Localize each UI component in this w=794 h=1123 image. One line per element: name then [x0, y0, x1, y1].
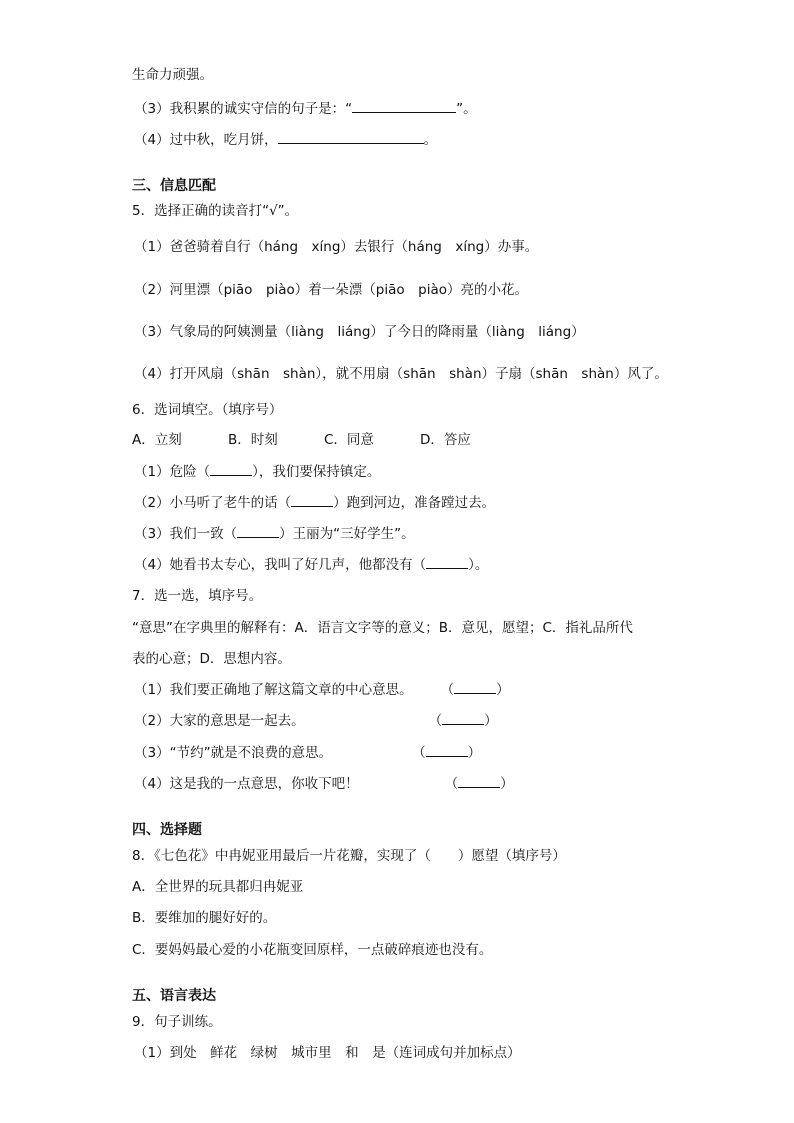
q7-item-4: （4）这是我的一点意思，你收下吧！ （ ）: [134, 776, 514, 792]
answer-blank[interactable]: [210, 463, 252, 476]
answer-blank[interactable]: [352, 100, 456, 113]
q8-option-b: B．要维加的腿好好的。: [132, 910, 277, 926]
q6-option-c: C．同意: [324, 432, 374, 448]
q6-item-2: （2）小马听了老牛的话（ ）跑到河边，准备蹚过去。: [134, 495, 496, 511]
fill-item-4: （4）过中秋，吃月饼， 。: [134, 132, 438, 148]
q7-item-1: （1）我们要正确地了解这篇文章的中心意思。 （ ）: [134, 682, 510, 698]
q6-option-a: A．立刻: [132, 432, 182, 448]
q7-item-2: （2）大家的意思是一起去。 （ ）: [134, 713, 498, 729]
section-4-title: 四、选择题: [132, 822, 202, 838]
q7-item-3: （3）“节约”就是不浪费的意思。 （ ）: [134, 745, 482, 761]
q6-options: [132, 431, 471, 449]
q6-item-4: （4）她看书太专心，我叫了好几声，他都没有（ ）。: [134, 557, 489, 573]
q5-item-2: （2）河里漂（piāo piào）着一朵漂（piāo piào）亮的小花。: [134, 282, 528, 298]
q8-option-c: C．要妈妈最心爱的小花瓶变回原样，一点破碎痕迹也没有。: [132, 942, 493, 958]
q9-prompt: 9．句子训练。: [132, 1014, 222, 1030]
q5-item-3: （3）气象局的阿姨测量（liàng liáng）了今日的降雨量（liàng liáng）: [134, 324, 585, 340]
fill-item-3: （3）我积累的诚实守信的句子是：“ ”。: [134, 101, 477, 117]
section-3-title: 三、信息匹配: [132, 178, 216, 194]
q9-item-1: （1）到处 鲜花 绿树 城市里 和 是（连词成句并加标点）: [134, 1045, 521, 1061]
answer-blank[interactable]: [426, 744, 468, 757]
q5-prompt: 5．选择正确的读音打“√”。: [132, 203, 299, 219]
q7-desc-line-2: 表的心意；D．思想内容。: [132, 651, 291, 667]
answer-blank[interactable]: [442, 712, 484, 725]
q8-prompt: 8．《七色花》中冉妮亚用最后一片花瓣，实现了（ ）愿望（填序号）: [132, 848, 566, 864]
answer-blank[interactable]: [278, 131, 424, 144]
q6-item-1: （1）危险（ ），我们要保持镇定。: [134, 464, 381, 480]
q6-item-3: （3）我们一致（ ）王丽为“三好学生”。: [134, 526, 415, 542]
continuation-text: 生命力顽强。: [132, 67, 213, 83]
q7-desc-line-1: “意思”在字典里的解释有：A．语言文字等的意义；B．意见，愿望；C．指礼品所代: [132, 620, 633, 636]
section-5-title: 五、语言表达: [132, 988, 216, 1004]
answer-blank[interactable]: [458, 775, 500, 788]
answer-blank[interactable]: [454, 681, 496, 694]
q6-prompt: 6．选词填空。（填序号）: [132, 402, 283, 418]
answer-blank[interactable]: [237, 525, 279, 538]
answer-blank[interactable]: [291, 494, 333, 507]
q5-item-4: （4）打开风扇（shān shàn），就不用扇（shān shàn）子扇（shān shàn）风了。: [134, 366, 668, 382]
q7-prompt: 7．选一选，填序号。: [132, 588, 263, 604]
q6-option-d: D．答应: [420, 432, 471, 448]
q8-option-a: A．全世界的玩具都归冉妮亚: [132, 879, 304, 895]
answer-blank[interactable]: [426, 556, 468, 569]
q6-option-b: B．时刻: [228, 432, 278, 448]
q5-item-1: （1）爸爸骑着自行（háng xíng）去银行（háng xíng）办事。: [134, 239, 539, 255]
